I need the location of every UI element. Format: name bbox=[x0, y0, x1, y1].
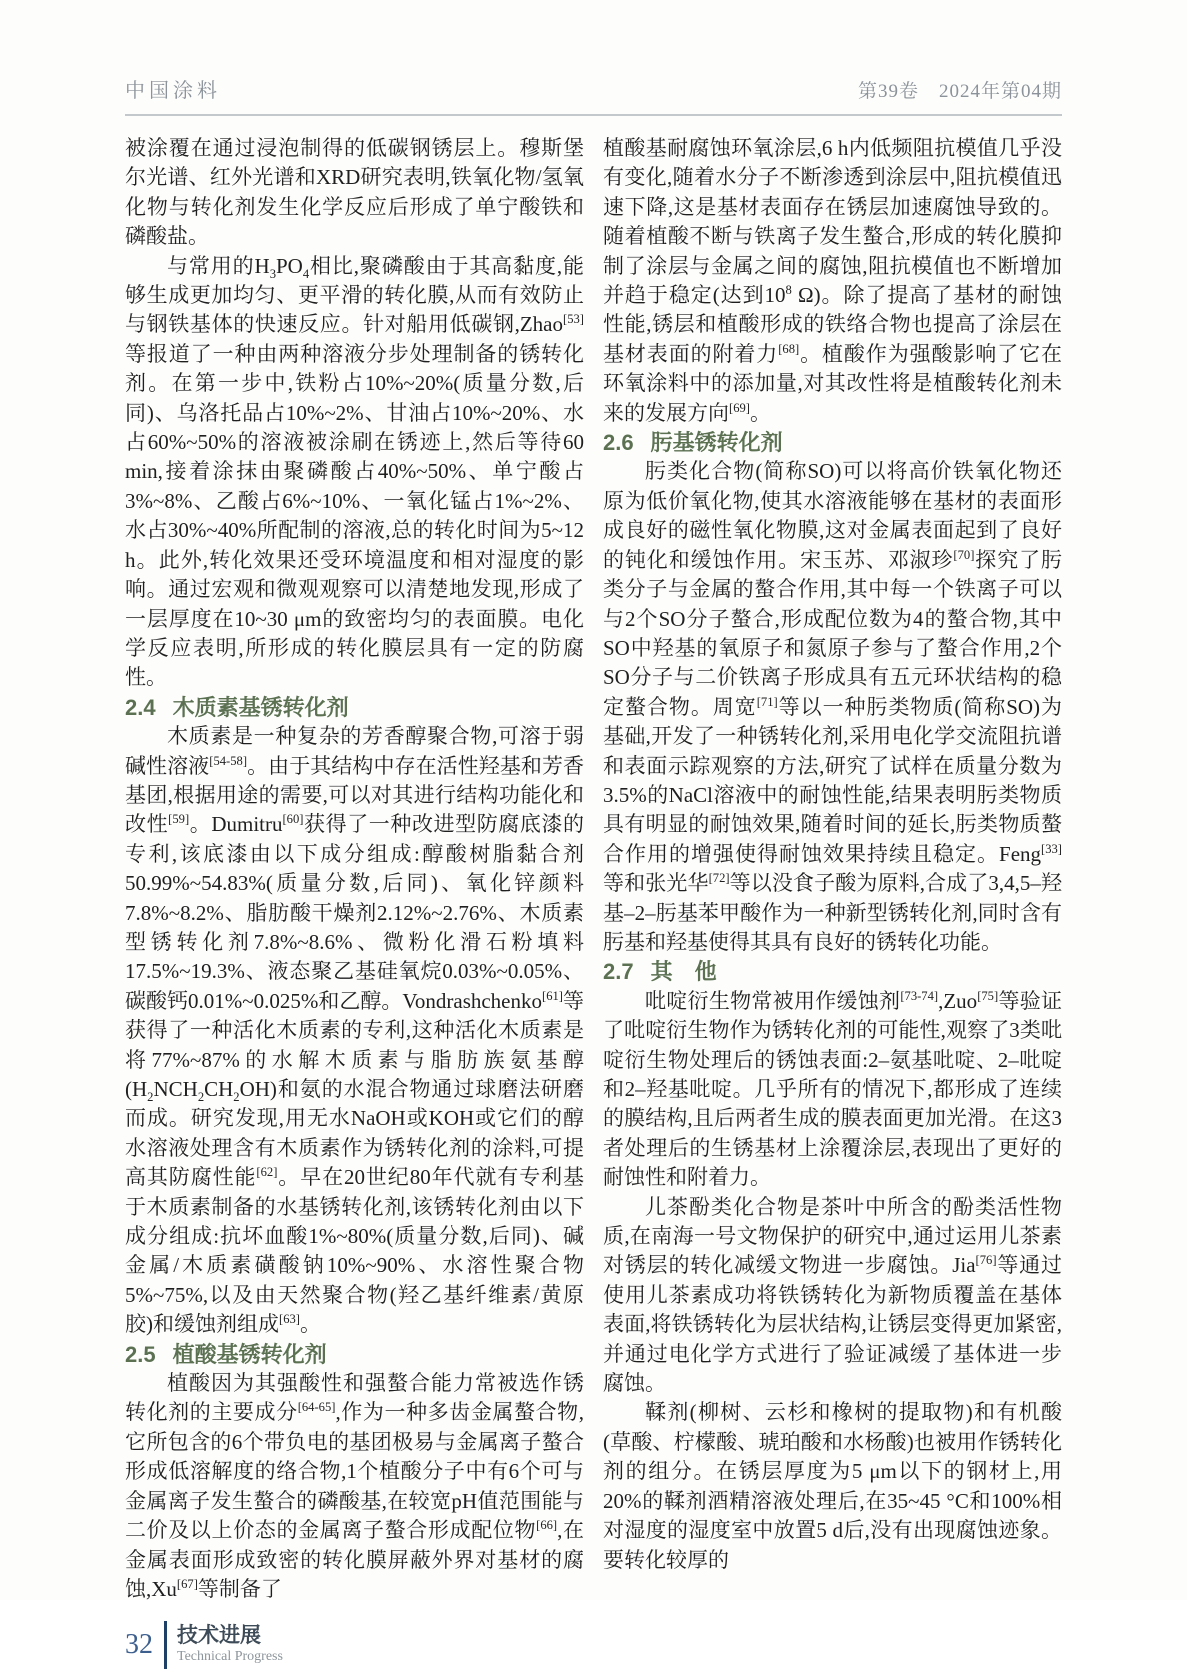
paragraph: 儿茶酚类化合物是茶叶中所含的酚类活性物质,在南海一号文物保护的研究中,通过运用儿茶素对锈层的转化减缓文物进一步腐蚀。Jia[76]等通过使用儿茶素成功将铁锈转化为新物质覆盖在基体表面,将铁锈转化为层状结构,让锈层变得更加紧密,并通过电化学方式进行了验证减缓了基体进一步腐蚀。 bbox=[603, 1194, 1063, 1396]
section-heading-2-7 bbox=[603, 957, 1062, 986]
right-column bbox=[603, 134, 1062, 1604]
paragraph: 植酸因为其强酸性和强螯合能力常被选作锈转化剂的主要成分[64-65],作为一种多齿金属螯合物,它所包含的6个带负电的基团极易与金属离子螯合形成低溶解度的络合物,1个植酸分子中有6个可与金属离子发生螯合的磷酸基,在较宽pH值范围能与二价及以上价态的金属离子螯合形成配位物[66],在金属表面形成致密的转化膜屏蔽外界对基材的腐蚀,Xu[67]等制备了 bbox=[125, 1371, 585, 1601]
section-title: 木质素基锈转化剂 bbox=[172, 694, 349, 720]
page-header bbox=[125, 0, 1062, 116]
section-title: 肟基锈转化剂 bbox=[650, 430, 783, 456]
section-number: 2.5 bbox=[125, 1341, 156, 1367]
paragraph: 肟类化合物(简称SO)可以将高价铁氧化物还原为低价氧化物,使其水溶液能够在基材的表面形成良好的磁性氧化物膜,这对金属表面起到了良好的钝化和缓蚀作用。宋玉苏、邓淑珍[70]探究了肟类分子与金属的螯合作用,其中每一个铁离子可以与2个SO分子螯合,形成配位数为4的螯合物,其中SO中羟基的氧原子和氮原子参与了螯合作用,2个SO分子与二价铁离子形成具有五元环状结构的稳定螯合物。周宽[71]等以一种肟类物质(简称SO)为基础,开发了一种锈转化剂,采用电化学交流阻抗谱和表面示踪观察的方法,研究了试样在质量分数为3.5%的NaCl溶液中的耐蚀性能,结果表明肟类物质具有明显的耐蚀效果,随着时间的延长,肟类物质螯合作用的增强使得耐蚀效果持续且稳定。Feng[33]等和张光华[72]等以没食子酸为原料,合成了3,4,5–羟基–2–肟基苯甲酸作为一种新型锈转化剂,同时含有肟基和羟基使得其具有良好的锈转化功能。 bbox=[603, 459, 1063, 954]
page-number: 32 bbox=[125, 1629, 153, 1661]
left-column bbox=[125, 134, 584, 1604]
journal-title: 中国涂料 bbox=[125, 80, 221, 102]
section-heading-2-5 bbox=[125, 1340, 584, 1369]
footer-section-en: Technical Progress bbox=[177, 1649, 283, 1665]
footer-section-cn: 技术进展 bbox=[177, 1624, 261, 1648]
section-number: 2.4 bbox=[125, 694, 156, 720]
section-number: 2.7 bbox=[603, 959, 634, 985]
section-heading-2-6 bbox=[603, 428, 1062, 457]
paragraph: 吡啶衍生物常被用作缓蚀剂[73-74],Zuo[75]等验证了吡啶衍生物作为锈转化剂的可能性,观察了3类吡啶衍生物处理后的锈蚀表面:2–氨基吡啶、2–吡啶和2–羟基吡啶。几乎所有的情况下,都形成了连续的膜结构,且后两者生成的膜表面更加光滑。在这3者处理后的生锈基材上涂覆涂层,表现出了更好的耐蚀性和附着力。 bbox=[603, 988, 1063, 1190]
page-footer bbox=[125, 1621, 1062, 1669]
paragraph: 鞣剂(柳树、云杉和橡树的提取物)和有机酸(草酸、柠檬酸、琥珀酸和水杨酸)也被用作锈转化剂的组分。在锈层厚度为5 μm以下的钢材上,用20%的鞣剂酒精溶液处理后,在35~45 °C和100%相对湿度的湿度室中放置5 d后,没有出现腐蚀迹象。要转化较厚的 bbox=[603, 1400, 1062, 1572]
section-number: 2.6 bbox=[603, 430, 634, 456]
footer-divider-bar bbox=[164, 1621, 167, 1669]
section-title: 植酸基锈转化剂 bbox=[172, 1341, 327, 1367]
issue-info: 第39卷 2024年第04期 bbox=[857, 81, 1062, 102]
paragraph: 木质素是一种复杂的芳香醇聚合物,可溶于弱碱性溶液[54-58]。由于其结构中存在活性羟基和芳香基团,根据用途的需要,可以对其进行结构功能化和改性[59]。Dumitru[60]获得了一种改进型防腐底漆的专利,该底漆由以下成分组成:醇酸树脂黏合剂50.99%~54.83%(质量分数,后同)、氧化锌颜料7.8%~8.2%、脂肪酸干燥剂2.12%~2.76%、木质素型锈转化剂7.8%~8.6%、微粉化滑石粉填料17.5%~19.3%、液态聚乙基硅氧烷0.03%~0.05%、碳酸钙0.01%~0.025%和乙醇。Vondrashchenko[61]等获得了一种活化木质素的专利,这种活化木质素是将77%~87%的水解木质素与脂肪族氨基醇$(H_2NCH_2CH_2OH)$和氨的水混合物通过球磨法研磨而成。研究发现,用无水NaOH或KOH或它们的醇水溶液处理含有木质素作为锈转化剂的涂料,可提高其防腐性能[62]。早在20世纪80年代就有专利基于木质素制备的水基锈转化剂,该锈转化剂由以下成分组成:抗坏血酸1%~80%(质量分数,后同)、碱金属/木质素磺酸钠10%~90%、水溶性聚合物5%~75%,以及由天然聚合物(羟乙基纤维素/黄原胶)和缓蚀剂组成[63]。 bbox=[125, 724, 585, 1337]
paragraph: 被涂覆在通过浸泡制得的低碳钢锈层上。穆斯堡尔光谱、红外光谱和XRD研究表明,铁氧化物/氢氧化物与转化剂发生化学反应后形成了单宁酸铁和磷酸盐。 bbox=[125, 136, 584, 249]
two-column-body bbox=[125, 134, 1062, 1604]
section-title: 其 他 bbox=[650, 959, 717, 985]
paragraph: 植酸基耐腐蚀环氧涂层,6 h内低频阻抗模值几乎没有变化,随着水分子不断渗透到涂层中,阻抗模值迅速下降,这是基材表面存在锈层加速腐蚀导致的。随着植酸不断与铁离子发生螯合,形成的转化膜抑制了涂层与金属之间的腐蚀,阻抗模值也不断增加并趋于稳定(达到$10^8$ Ω)。除了提高了基材的耐蚀性能,锈层和植酸形成的铁络合物也提高了涂层在基材表面的附着力[68]。植酸作为强酸影响了它在环氧涂料中的添加量,对其改性将是植酸转化剂未来的发展方向[69]。 bbox=[603, 136, 1063, 425]
section-heading-2-4 bbox=[125, 693, 584, 722]
footer-section-label bbox=[177, 1624, 283, 1666]
paragraph: 与常用的$H_3PO_4$相比,聚磷酸由于其高黏度,能够生成更加均匀、更平滑的转化膜,从而有效防止与钢铁基体的快速反应。针对船用低碳钢,Zhao[53]等报道了一种由两种溶液分步处理制备的锈转化剂。在第一步中,铁粉占10%~20%(质量分数,后同)、乌洛托品占10%~2%、甘油占10%~20%、水占60%~50%的溶液被涂刷在锈迹上,然后等待60 min,接着涂抹由聚磷酸占40%~50%、单宁酸占3%~8%、乙酸占6%~10%、一氧化锰占1%~2%、水占30%~40%所配制的溶液,总的转化时间为5~12 h。此外,转化效果还受环境温度和相对湿度的影响。通过宏观和微观观察可以清楚地发现,形成了一层厚度在10~30 μm的致密均匀的表面膜。电化学反应表明,所形成的转化膜层具有一定的防腐性。 bbox=[125, 253, 585, 690]
